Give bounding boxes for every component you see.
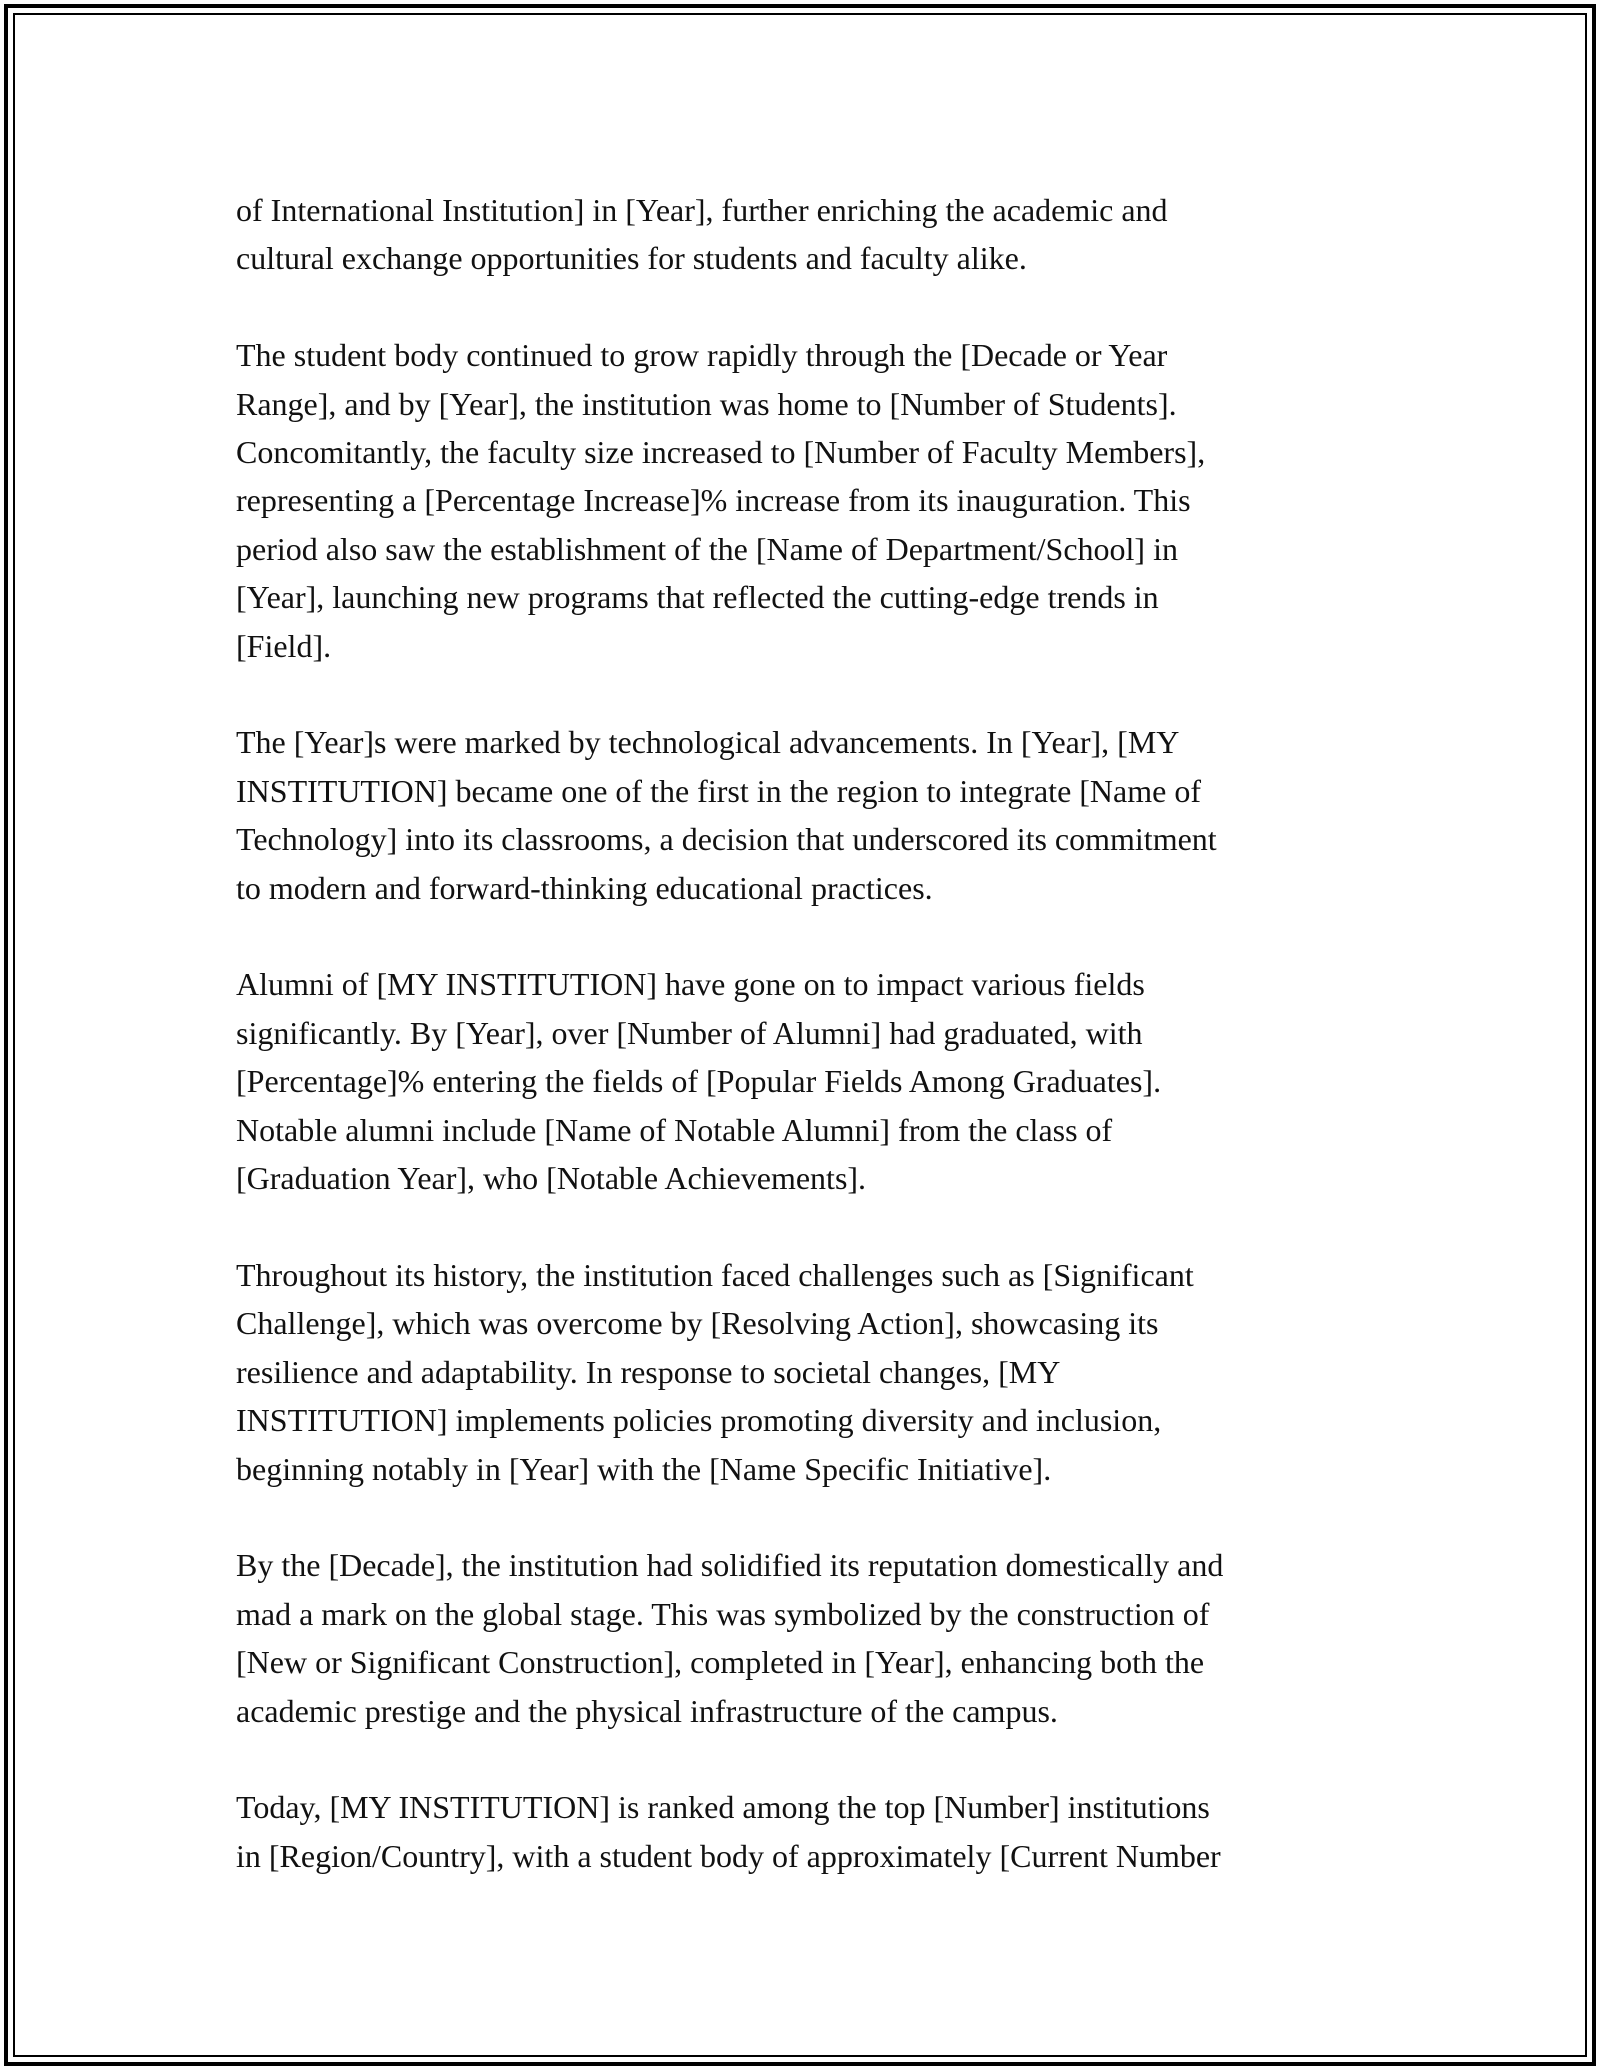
paragraph-international-institution: of International Institution] in [Year], further enriching the academic and cultural exchange opportunities for students and faculty alike.	[236, 192, 1168, 277]
paragraph-today-ranking: Today, [MY INSTITUTION] is ranked among the top [Number] institutions in [Region/Country], with a student body of approximately [Current Number	[236, 1789, 1221, 1874]
paragraph-technological-advancements: The [Year]s were marked by technological advancements. In [Year], [MY INSTITUTION] became one of the first in the region to integrate [Name of Technology] into its classrooms, a decision that underscored its commitment to modern and forward-thinking educational practices.	[236, 724, 1217, 906]
paragraph-global-reputation: By the [Decade], the institution had solidified its reputation domestically and mad a mark on the global stage. This was symbolized by the construction of [New or Significant Construction], completed in [Year], enhancing both the academic prestige and the physical infrastructure of the campus.	[236, 1547, 1224, 1729]
document-body	[236, 186, 1396, 1880]
paragraph-alumni: Alumni of [MY INSTITUTION] have gone on to impact various fields significantly. By [Year], over [Number of Alumni] had graduated, with [Percentage]% entering the fields of [Popular Fields Among Graduates]. Notable alumni include [Name of Notable Alumni] from the class of [Graduation Year], who [Notable Achievements].	[236, 966, 1162, 1197]
paragraph-student-body-growth: The student body continued to grow rapidly through the [Decade or Year Range], and by [Year], the institution was home to [Number of Students]. Concomitantly, the faculty size increased to [Number of Faculty Members], representing a [Percentage Increase]% increase from its inauguration. This period also saw the establishment of the [Name of Department/School] in [Year], launching new programs that reflected the cutting-edge trends in [Field].	[236, 337, 1206, 664]
paragraph-challenges: Throughout its history, the institution faced challenges such as [Significant Challenge], which was overcome by [Resolving Action], showcasing its resilience and adaptability. In response to societal changes, [MY INSTITUTION] implements policies promoting diversity and inclusion, beginning notably in [Year] with the [Name Specific Initiative].	[236, 1256, 1194, 1487]
